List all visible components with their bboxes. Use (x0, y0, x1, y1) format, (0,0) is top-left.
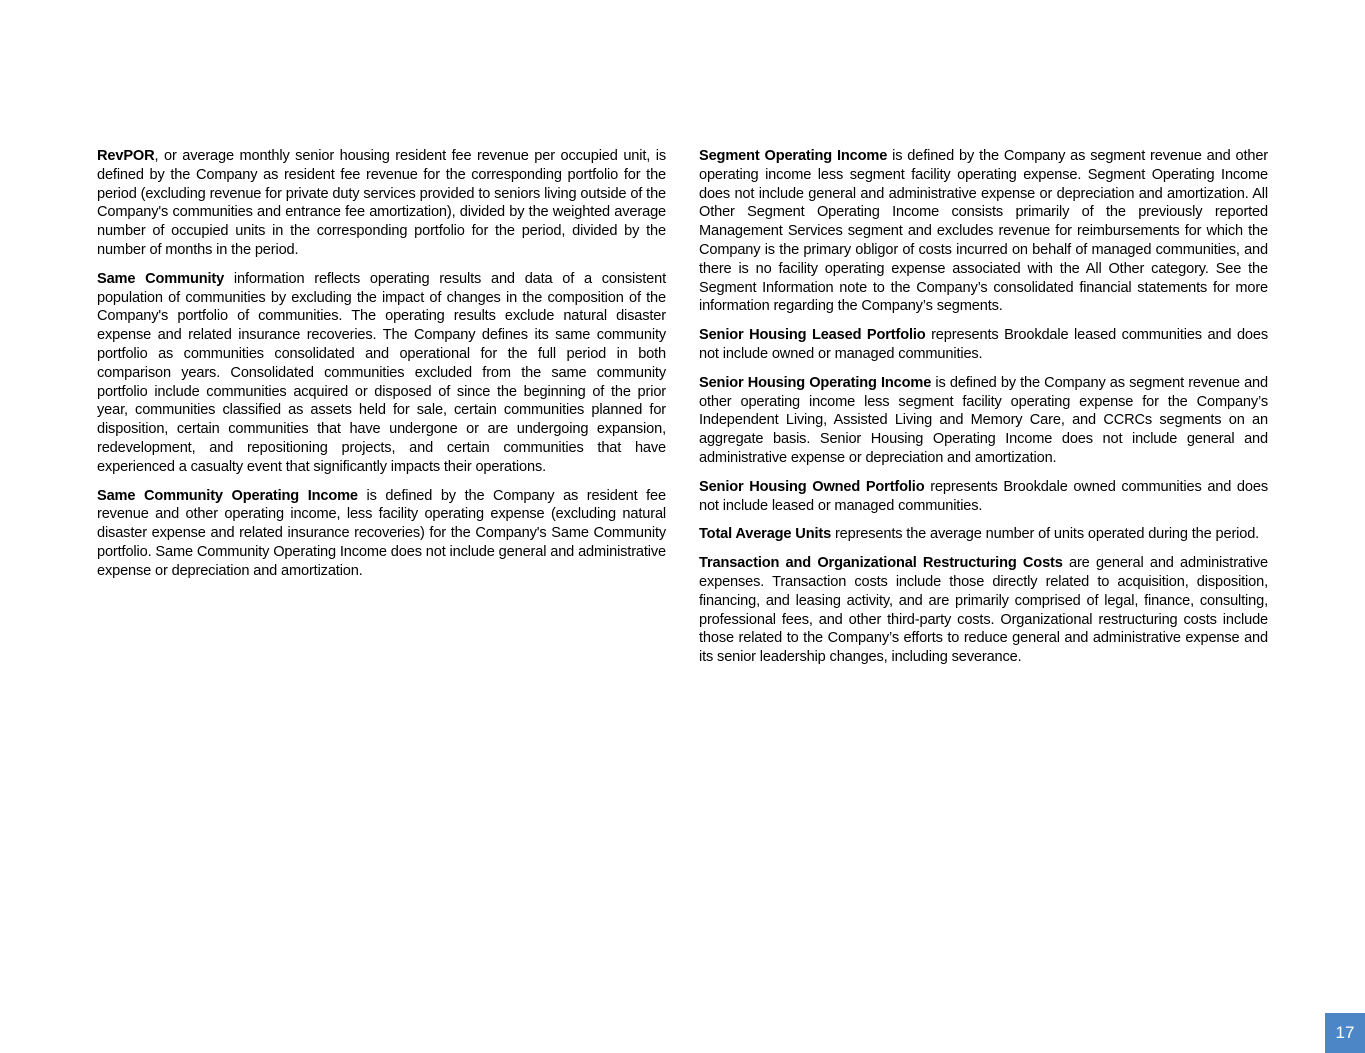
definition-term: Senior Housing Leased Portfolio (699, 327, 926, 344)
definition-text: is defined by the Company as resident fee revenue and other operating income, less facility operating expense (excluding natural disaster expense and related insurance recoveries) for the Company's Same Community portfolio. Same Community Operating Income does not include general and administrative expense or depreciation and amortization. (97, 487, 666, 579)
definition-senior-housing-leased-portfolio (699, 326, 1268, 364)
definition-text: , or average monthly senior housing resident fee revenue per occupied unit, is defined by the Company as resident fee revenue for the corresponding portfolio for the period (excluding revenue for private duty services provided to seniors living outside of the Company's communities and entrance fee amortization), divided by the weighted average number of occupied units in the corresponding portfolio for the period, divided by the number of months in the period. (97, 148, 666, 258)
definition-term: Same Community (97, 270, 225, 287)
definition-revpor (97, 147, 666, 260)
definition-term: Segment Operating Income (699, 148, 888, 164)
definition-transaction-restructuring-costs (699, 554, 1268, 667)
page-number-badge: 17 (1325, 1013, 1365, 1053)
definition-senior-housing-owned-portfolio (699, 478, 1268, 516)
definition-text: represents Brookdale owned communities and does not include leased or managed communities. (699, 478, 1268, 514)
definition-total-average-units (699, 525, 1268, 544)
definition-text: is defined by the Company as segment revenue and other operating income less segment facility operating expense for the Company’s Independent Living, Assisted Living and Memory Care, and CCRCs segments on an aggregate basis. Senior Housing Operating Income does not include general and administrative expense or depreciation and amortization. (699, 374, 1268, 466)
definition-segment-operating-income (699, 147, 1268, 316)
definition-term: Same Community Operating Income (97, 487, 358, 504)
definition-senior-housing-operating-income (699, 374, 1268, 468)
left-column (97, 147, 666, 591)
definition-term: Senior Housing Owned Portfolio (699, 478, 925, 495)
definition-text: is defined by the Company as segment revenue and other operating income less segment facility operating expense. Segment Operating Income does not include general and administrative expense or depreciation and amortization. All Other Segment Operating Income consists primarily of the previously reported Management Services segment and excludes revenue for reimbursements for which the Company is the primary obligor of costs incurred on behalf of managed communities, and there is no facility operating expense associated with the All Other category. See the Segment Information note to the Company’s consolidated financial statements for more information regarding the Company’s segments. (699, 148, 1268, 315)
definition-same-community-operating-income (97, 487, 666, 581)
definition-term: Senior Housing Operating Income (699, 374, 932, 391)
right-column (699, 147, 1268, 677)
definition-term: Transaction and Organizational Restructuring Costs (699, 555, 1063, 572)
definition-text: are general and administrative expenses. Transaction costs include those directly related to acquisition, disposition, financing, and leasing activity, and are primarily comprised of legal, finance, consulting, professional fees, and other third-party costs. Organizational restructuring costs include those related to the Company’s efforts to reduce general and administrative expense and its senior leadership changes, including severance. (699, 555, 1268, 666)
definition-same-community (97, 270, 666, 477)
definition-text: represents the average number of units operated during the period. (831, 526, 1260, 543)
definition-text: represents Brookdale leased communities and does not include owned or managed communities. (699, 327, 1268, 362)
definition-term: RevPOR (97, 148, 155, 164)
definition-text: information reflects operating results and data of a consistent population of communities by excluding the impact of changes in the composition of the Company's portfolio of communities. The operating results exclude natural disaster expense and related insurance recoveries. The Company defines its same community portfolio as communities consolidated and operational for the full period in both comparison years. Consolidated communities excluded from the same community portfolio include communities acquired or disposed of since the beginning of the prior year, communities classified as assets held for sale, certain communities planned for disposition, certain communities that have undergone or are undergoing expansion, redevelopment, and repositioning projects, and certain communities that have experienced a casualty event that significantly impacts their operations. (97, 270, 666, 475)
definition-term: Total Average Units (699, 526, 832, 543)
